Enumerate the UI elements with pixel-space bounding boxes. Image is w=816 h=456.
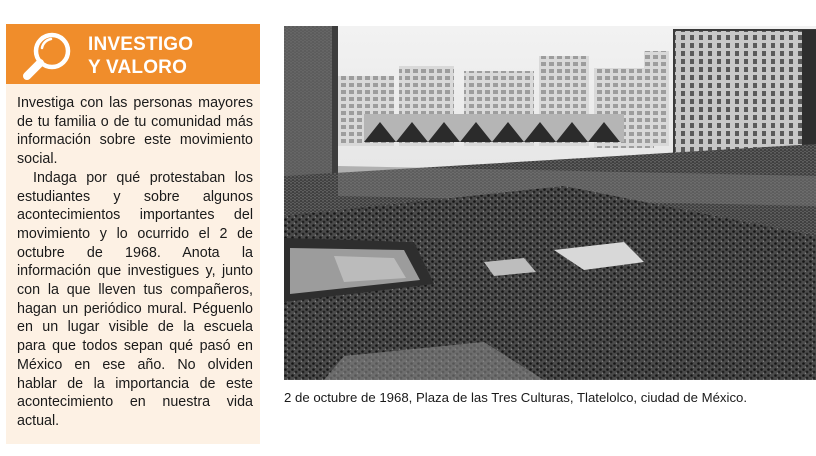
magnifying-glass-icon	[20, 30, 76, 82]
activity-paragraph-1: Investiga con las personas mayores de tu familia o de tu comunidad más información sobre este movimiento social.	[17, 95, 253, 168]
activity-paragraph-2: Indaga por qué protestaban los estudiantes y sobre algunos acontecimientos importantes del movimiento y lo ocurrido el 2 de octubre de 1968. Anota la información que investigues y, junto con la que lleven tus compañeros, hagan un periódico mural. Péguenlo en un lugar visible de la escuela para que todos sepan qué pasó en México en ese año. No olviden hablar de la importancia de este acontecimiento en nuestra vida actual.	[17, 169, 253, 429]
investigo-y-valoro-box	[6, 24, 260, 444]
activity-title-line1: INVESTIGO	[88, 34, 194, 55]
activity-header	[6, 24, 260, 84]
historical-photo	[284, 26, 816, 380]
activity-title	[88, 33, 258, 79]
activity-body	[17, 94, 253, 431]
plaza-tres-culturas-photo	[284, 26, 816, 380]
photo-caption: 2 de octubre de 1968, Plaza de las Tres Culturas, Tlatelolco, ciudad de México.	[284, 390, 748, 405]
activity-title-line2: Y VALORO	[88, 57, 188, 78]
